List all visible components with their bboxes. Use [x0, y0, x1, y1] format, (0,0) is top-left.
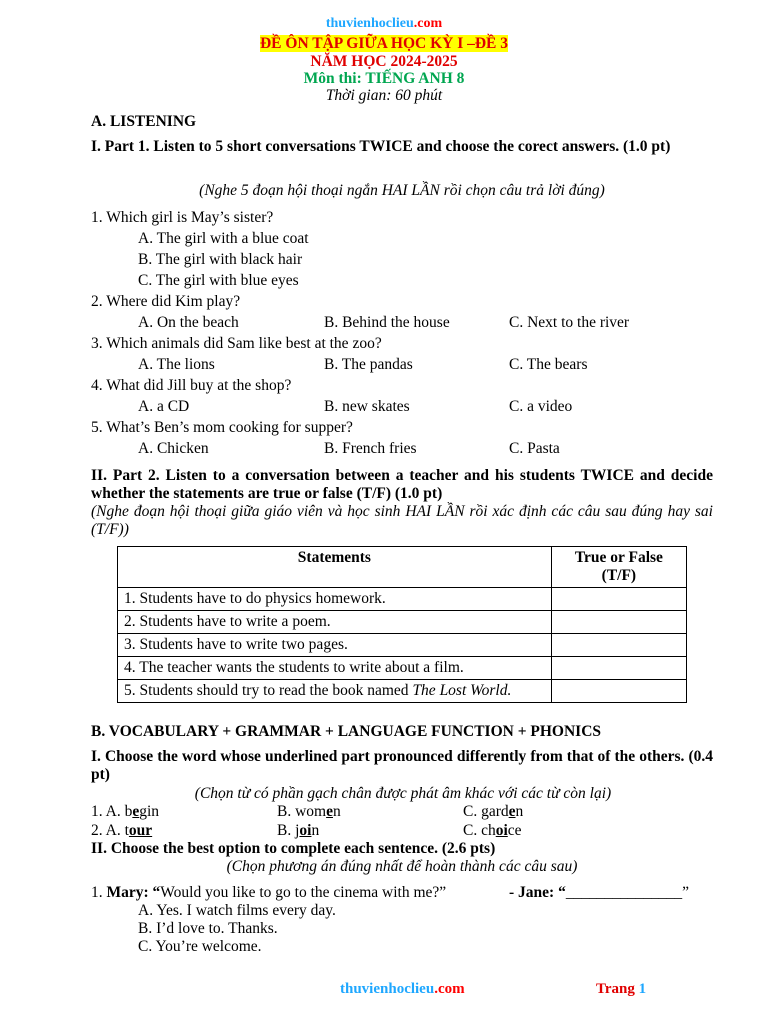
b-part1-note: (Chọn từ có phần gạch chân được phát âm khác với các từ còn lại) — [194, 785, 612, 802]
q2-option-a: A. On the beach — [138, 314, 239, 331]
table-row — [118, 611, 687, 634]
phonics-q1-b-left: B. wom — [277, 803, 327, 820]
exam-subject: Môn thi: TIẾNG ANH 8 — [303, 70, 465, 87]
q1-option-c: C. The girl with blue eyes — [138, 272, 299, 289]
phonics-q2-a-underlined: our — [128, 822, 153, 839]
q4-option-b: B. new skates — [324, 398, 410, 415]
table-row — [118, 680, 687, 703]
q2-option-c: C. Next to the river — [509, 314, 630, 331]
part2-title: II. Part 2. Listen to a conversation between a teacher and his students TWICE and decide whether the statements are true or false (T/F) (1.0 pt) — [91, 467, 713, 502]
question-3: 3. Which animals did Sam like best at the zoo? — [91, 335, 382, 352]
statement-4: 4. The teacher wants the students to write about a film. — [118, 657, 552, 680]
grammar-q1-line — [91, 883, 446, 902]
q4-option-a: A. a CD — [138, 398, 190, 415]
statement-3: 3. Students have to write two pages. — [118, 634, 552, 657]
q2-option-b: B. Behind the house — [324, 314, 450, 331]
grammar-q1-num: 1. — [91, 884, 107, 901]
phonics-q1-c-left: C. gard — [463, 803, 509, 820]
phonics-q2-c-underlined: oi — [495, 822, 508, 839]
phonics-q1-c-underlined: e — [508, 803, 516, 820]
b-part1-title: I. Choose the word whose underlined part pronounced differently from that of the others. (0.4 pt) — [91, 748, 713, 783]
footer-page-number — [596, 981, 646, 998]
grammar-q1-option-a[interactable]: A. Yes. I watch films every day. — [138, 902, 336, 919]
question-2: 2. Where did Kim play? — [91, 293, 241, 310]
phonics-q1-b-underlined: e — [326, 803, 333, 820]
answer-cell-1[interactable] — [551, 588, 686, 611]
section-a-title: A. LISTENING — [91, 113, 197, 130]
answer-cell-2[interactable] — [551, 611, 686, 634]
phonics-q1-c-rest: n — [515, 803, 524, 820]
footer-site-domain: .com — [434, 981, 465, 997]
phonics-q1-b[interactable] — [277, 802, 341, 821]
footer-site[interactable] — [340, 981, 465, 998]
phonics-q1-a[interactable] — [91, 802, 159, 821]
table-header-row — [118, 547, 687, 588]
answer-cell-3[interactable] — [551, 634, 686, 657]
phonics-q1-a-underlined: e — [132, 803, 140, 820]
phonics-q1-a-rest: gin — [139, 803, 160, 820]
header-true-false: True or False (T/F) — [551, 547, 686, 588]
table-row — [118, 634, 687, 657]
part2-note: (Nghe đoạn hội thoại giữa giáo viên và học sinh HAI LẦN rồi xác định các câu sau đúng hay sai (T/F)) — [91, 503, 713, 538]
q3-option-a: A. The lions — [138, 356, 215, 373]
phonics-q2-num: 2. A. t — [91, 822, 129, 839]
exam-year: NĂM HỌC 2024-2025 — [310, 53, 458, 70]
phonics-q2-b-underlined: oi — [299, 822, 312, 839]
exam-title-line — [0, 34, 768, 53]
site-name: thuvienhoclieu — [325, 16, 414, 31]
table-row — [118, 657, 687, 680]
phonics-q2-c-left: C. ch — [463, 822, 496, 839]
footer-page-label: Trang — [596, 981, 639, 997]
site-header — [0, 16, 768, 32]
phonics-q2-c[interactable] — [463, 821, 522, 840]
q3-option-b: B. The pandas — [324, 356, 413, 373]
q3-option-c: C. The bears — [509, 356, 588, 373]
question-1: 1. Which girl is May’s sister? — [91, 209, 274, 226]
exam-title: ĐỀ ÔN TẬP GIỮA HỌC KỲ I –ĐỀ 3 — [259, 35, 509, 52]
footer-page-value: 1 — [638, 981, 647, 997]
phonics-q2-b[interactable] — [277, 821, 319, 840]
book-title: The Lost World. — [412, 682, 512, 699]
q5-option-b: B. French fries — [324, 440, 417, 457]
phonics-q2-c-rest: ce — [507, 822, 522, 839]
phonics-q2-a[interactable] — [91, 821, 152, 840]
statement-1: 1. Students have to do physics homework. — [118, 588, 552, 611]
q5-option-a: A. Chicken — [138, 440, 209, 457]
site-domain: .com — [413, 16, 443, 31]
table-row — [118, 588, 687, 611]
grammar-q1-response — [509, 883, 689, 902]
q4-option-c: C. a video — [509, 398, 573, 415]
grammar-q1-option-b[interactable]: B. I’d love to. Thanks. — [138, 920, 278, 937]
grammar-q1-blank: _______________” — [565, 884, 689, 901]
true-false-table — [117, 546, 687, 703]
grammar-q1-speaker1: Mary: “ — [106, 884, 161, 901]
answer-cell-5[interactable] — [551, 680, 686, 703]
statement-5 — [118, 680, 552, 703]
question-4: 4. What did Jill buy at the shop? — [91, 377, 292, 394]
section-b-title: B. VOCABULARY + GRAMMAR + LANGUAGE FUNCTION + PHONICS — [91, 723, 602, 740]
b-part2-note: (Chọn phương án đúng nhất để hoàn thành các câu sau) — [226, 858, 578, 875]
grammar-q1-option-c[interactable]: C. You’re welcome. — [138, 938, 262, 955]
grammar-q1-text: Would you like to go to the cinema with me?” — [160, 884, 447, 901]
phonics-q1-num: 1. A. b — [91, 803, 133, 820]
answer-cell-4[interactable] — [551, 657, 686, 680]
grammar-q1-speaker2: - Jane: “ — [509, 884, 566, 901]
part1-note: (Nghe 5 đoạn hội thoại ngắn HAI LẦN rồi chọn câu trả lời đúng) — [199, 182, 605, 199]
statement-5-text: 5. Students should try to read the book named — [124, 682, 413, 699]
part1-title: I. Part 1. Listen to 5 short conversations TWICE and choose the corect answers. (1.0 pt) — [91, 138, 671, 155]
q1-option-a: A. The girl with a blue coat — [138, 230, 309, 247]
phonics-q1-c[interactable] — [463, 802, 523, 821]
phonics-q2-b-left: B. j — [277, 822, 300, 839]
q1-option-b: B. The girl with black hair — [138, 251, 303, 268]
q5-option-c: C. Pasta — [509, 440, 560, 457]
exam-time: Thời gian: 60 phút — [325, 87, 443, 104]
phonics-q2-b-rest: n — [311, 822, 320, 839]
phonics-q1-b-rest: n — [332, 803, 341, 820]
question-5: 5. What’s Ben’s mom cooking for supper? — [91, 419, 353, 436]
footer-site-name: thuvienhoclieu — [340, 981, 435, 997]
b-part2-title: II. Choose the best option to complete each sentence. (2.6 pts) — [91, 840, 496, 857]
statement-2: 2. Students have to write a poem. — [118, 611, 552, 634]
header-statements: Statements — [118, 547, 552, 588]
